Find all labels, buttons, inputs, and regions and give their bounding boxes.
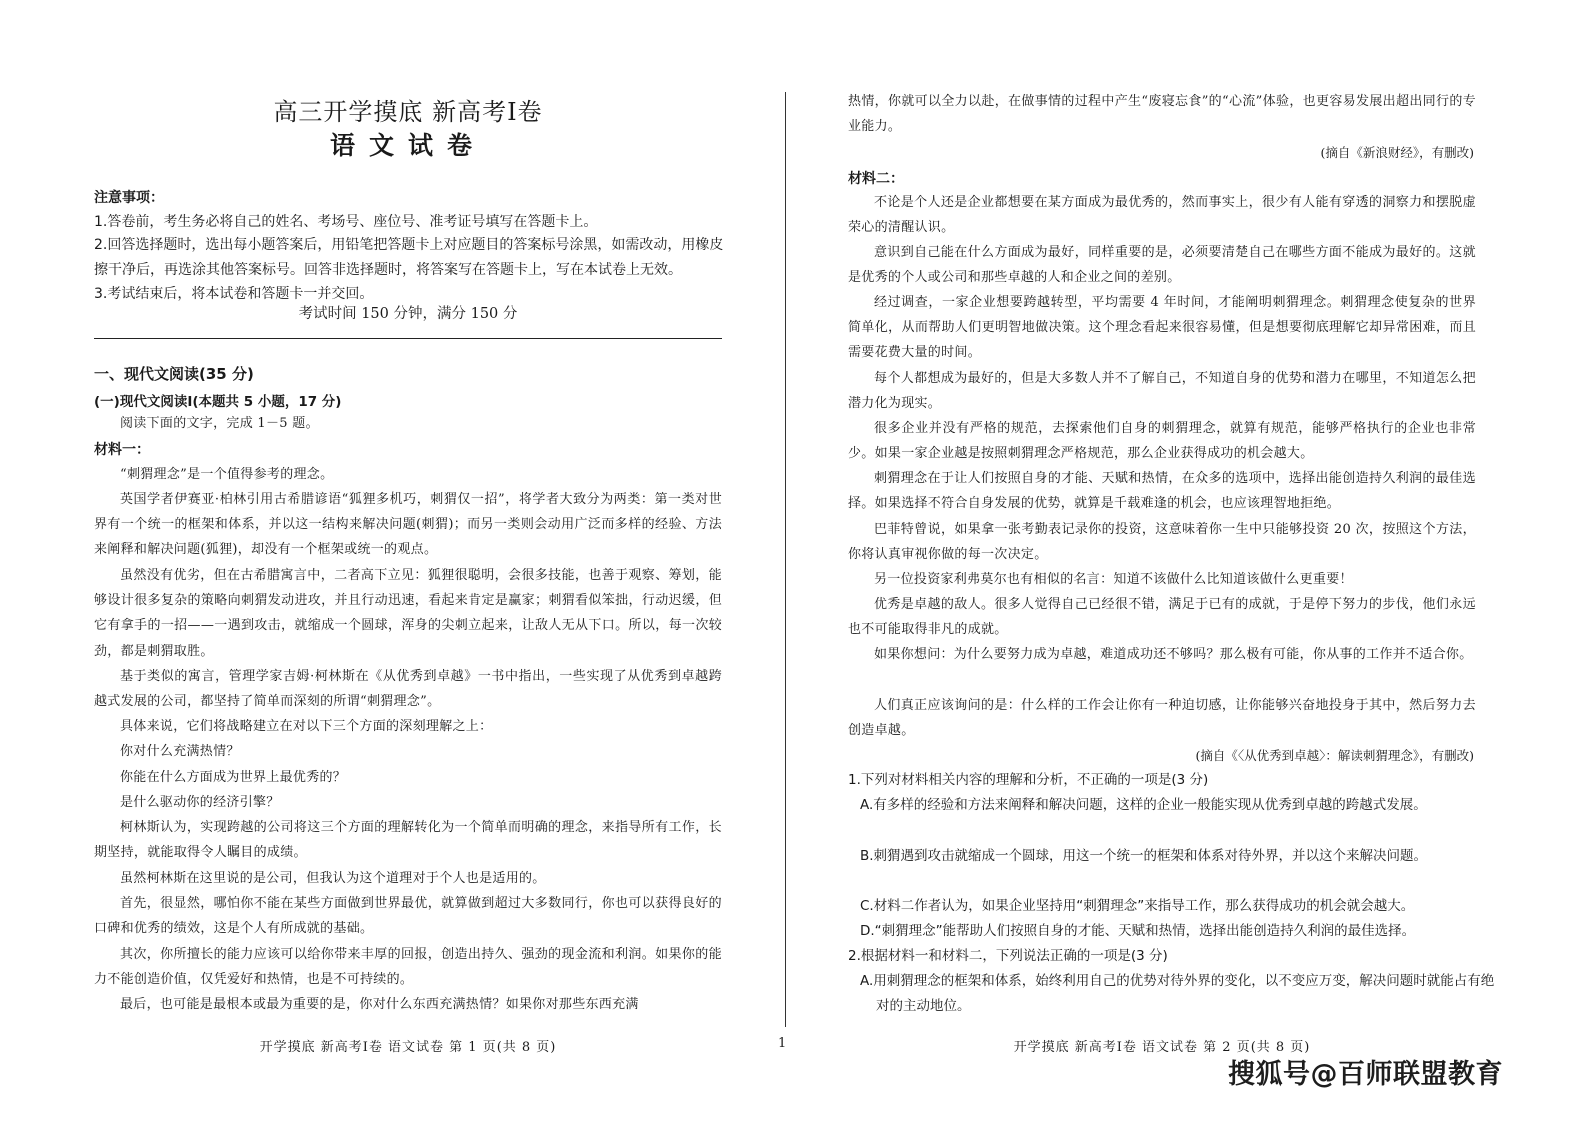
paragraph: 其次，你所擅长的能力应该可以给你带来丰厚的回报，创造出持久、强劲的现金流和利润。如果你的能力不能创造价值，仅凭爱好和热情，也是不可持续的。 [94, 947, 722, 988]
question-option: A.有多样的经验和方法来阐释和解决问题，这样的企业一般能实现从优秀到卓越的跨越式发展。 [860, 797, 1427, 813]
notice-item: 1.答卷前，考生务必将自己的姓名、考场号、座位号、准考证号填写在答题卡上。 [94, 214, 598, 230]
notice-item: 3.考试结束后，将本试卷和答题卡一并交回。 [94, 286, 374, 302]
exam-time: 考试时间 150 分钟，满分 150 分 [298, 306, 518, 322]
paragraph: 优秀是卓越的敌人。很多人觉得自己已经很不错，满足于已有的成就，于是停下努力的步伐，他们永远也不可能取得非凡的成就。 [848, 597, 1476, 638]
page-footer: 开学摸底 新高考Ⅰ卷 语文试卷 第 1 页(共 8 页) [259, 1040, 557, 1055]
notice-item: 2.回答选择题时，选出每小题答案后，用铅笔把答题卡上对应题目的答案标号涂黑，如需改动，用橡皮擦干净后，再选涂其他答案标号。回答非选择题时，将答案写在答题卡上，写在本试卷上无效。 [94, 237, 724, 278]
paragraph: 首先，很显然，哪怕你不能在某些方面做到世界最优，就算做到超过大多数同行，你也可以获得良好的口碑和优秀的绩效，这是个人有所成就的基础。 [94, 896, 722, 937]
material-label: 材料一： [94, 442, 150, 458]
page-footer: 开学摸底 新高考Ⅰ卷 语文试卷 第 2 页(共 8 页) [1013, 1040, 1311, 1055]
paragraph: 意识到自己能在什么方面成为最好，同样重要的是，必须要清楚自己在哪些方面不能成为最好的。这就是优秀的个人或公司和那些卓越的人和企业之间的差别。 [848, 245, 1476, 286]
paragraph: 柯林斯认为，实现跨越的公司将这三个方面的理解转化为一个简单而明确的理念，来指导所有工作，长期坚持，就能取得令人瞩目的成绩。 [94, 820, 722, 861]
section-title: 一、现代文阅读(35 分) [94, 365, 254, 383]
source-watermark: 搜狐号@百师联盟教育 [1228, 1059, 1503, 1090]
paragraph: 每个人都想成为最好的，但是大多数人并不了解自己，不知道自身的优势和潜力在哪里，不知道怎么把潜力化为现实。 [848, 371, 1476, 412]
paragraph: 英国学者伊赛亚·柏林引用古希腊谚语“狐狸多机巧，刺猬仅一招”，将学者大致分为两类：第一类对世界有一个统一的框架和体系，并以这一结构来解决问题(刺猬)；而另一类则会动用广泛而多样的经验、方法来阐释和解决问题(狐狸)，却没有一个框架或统一的观点。 [94, 492, 722, 558]
exam-page-2 [846, 0, 1495, 1130]
paragraph: 如果你想问：为什么要努力成为卓越，难道成功还不够吗？那么极有可能，你从事的工作并不适合你。 [874, 647, 1473, 662]
page-divider [785, 92, 786, 1027]
paragraph: 刺猬理念在于让人们按照自身的才能、天赋和热情，在众多的选项中，选择出能创造持久利润的最佳选择。如果选择不符合自身发展的优势，就算是千载难逢的机会，也应该理智地拒绝。 [848, 471, 1476, 512]
instruction: 阅读下面的文字，完成 1－5 题。 [120, 416, 319, 431]
paragraph: 虽然没有优劣，但在古希腊寓言中，二者高下立见：狐狸很聪明，会很多技能，也善于观察、筹划，能够设计很多复杂的策略向刺猬发动进攻，并且行动迅速，看起来肯定是赢家；刺猬看似笨拙，行动迟缓，但它有拿手的一招——一遇到攻击，就缩成一个圆球，浑身的尖刺立起来，让敌人无从下口。所以，每一次较劲，都是刺猬取胜。 [94, 568, 722, 659]
paragraph: 热情，你就可以全力以赴，在做事情的过程中产生“废寝忘食”的“心流”体验，也更容易发展出超出同行的专业能力。 [848, 94, 1476, 135]
paragraph: 具体来说，它们将战略建立在对以下三个方面的深刻理解之上： [120, 719, 493, 734]
paragraph: 你对什么充满热情？ [120, 744, 240, 759]
paragraph: “刺猬理念”是一个值得参考的理念。 [120, 467, 334, 482]
divider-line [94, 338, 722, 339]
paragraph: 最后，也可能是最根本或最为重要的是，你对什么东西充满热情？如果你对那些东西充满 [120, 997, 639, 1012]
paragraph: 经过调查，一家企业想要跨越转型，平均需要 4 年时间，才能阐明刺猬理念。刺猬理念使复杂的世界简单化，从而帮助人们更明智地做决策。这个理念看起来很容易懂，但是想要彻底理解它却异常困难，而且需要花费大量的时间。 [848, 295, 1476, 361]
question-stem: 1.下列对材料相关内容的理解和分析，不正确的一项是(3 分) [848, 772, 1209, 788]
paragraph: 是什么驱动你的经济引擎？ [120, 795, 280, 810]
paragraph: 虽然柯林斯在这里说的是公司，但我认为这个道理对于个人也是适用的。 [120, 871, 546, 886]
material-label: 材料二： [848, 171, 904, 187]
center-page-number: 1 [778, 1036, 787, 1051]
question-option: B.刺猬遇到攻击就缩成一个圆球，用这一个统一的框架和体系对待外界，并以这个来解决问题。 [860, 848, 1428, 864]
question-option: C.材料二作者认为，如果企业坚持用“刺猬理念”来指导工作，那么获得成功的机会就会越大。 [860, 898, 1415, 914]
subsection-title: (一)现代文阅读Ⅰ(本题共 5 小题，17 分) [94, 394, 342, 410]
question-option: A.用刺猬理念的框架和体系，始终利用自己的优势对待外界的变化，以不变应万变，解决问题时就能占有绝对的主动地位。 [860, 973, 1495, 1015]
paragraph: 人们真正应该询问的是：什么样的工作会让你有一种迫切感，让你能够兴奋地投身于其中，然后努力去创造卓越。 [848, 698, 1476, 739]
subject-title: 语文试卷 [329, 131, 486, 160]
exam-title: 高三开学摸底 新高考Ⅰ卷 [273, 98, 543, 126]
paragraph: 巴菲特曾说，如果拿一张考勤表记录你的投资，这意味着你一生中只能够投资 20 次，按照这个方法，你将认真审视你做的每一次决定。 [848, 522, 1476, 563]
paragraph: 你能在什么方面成为世界上最优秀的？ [120, 770, 347, 785]
paragraph: 另一位投资家利弗莫尔也有相似的名言：知道不该做什么比知道该做什么更重要！ [874, 572, 1353, 587]
paragraph: 不论是个人还是企业都想要在某方面成为最优秀的，然而事实上，很少有人能有穿透的洞察力和摆脱虚荣心的清醒认识。 [848, 195, 1476, 236]
source-citation: (摘自《〈从优秀到卓越〉：解读刺猬理念》，有删改) [1195, 748, 1474, 763]
exam-page-1 [92, 0, 724, 1130]
paragraph: 很多企业并没有严格的规范，去探索他们自身的刺猬理念，就算有规范，能够严格执行的企业也非常少。如果一家企业越是按照刺猬理念严格规范，那么企业获得成功的机会越大。 [848, 421, 1476, 462]
source-citation: (摘自《新浪财经》，有删改) [1320, 145, 1474, 160]
notice-heading: 注意事项： [94, 190, 164, 206]
question-stem: 2.根据材料一和材料二，下列说法正确的一项是(3 分) [848, 948, 1168, 964]
question-option: D.“刺猬理念”能帮助人们按照自身的才能、天赋和热情，选择出能创造持久利润的最佳选择。 [860, 923, 1416, 939]
paragraph: 基于类似的寓言，管理学家吉姆·柯林斯在《从优秀到卓越》一书中指出，一些实现了从优秀到卓越跨越式发展的公司，都坚持了简单而深刻的所谓“刺猬理念”。 [94, 669, 722, 710]
